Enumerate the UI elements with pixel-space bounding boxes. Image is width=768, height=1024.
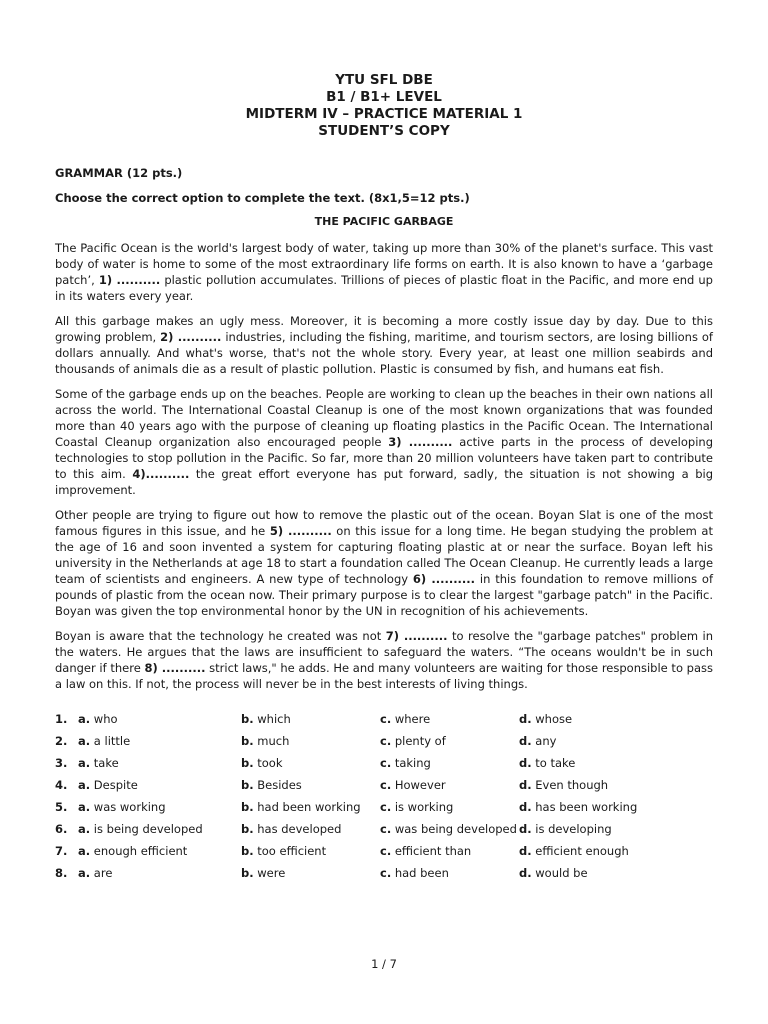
option-text: has been working bbox=[535, 800, 638, 814]
option-text: Even though bbox=[535, 778, 609, 792]
option-c[interactable] bbox=[380, 733, 446, 749]
option-letter: d. bbox=[519, 756, 532, 770]
passage-text: The Pacific Ocean is the world's largest body of water, taking up more than 30% of the planet's surface. This vast body of water is home to some of the most extraordinary life forms on earth. It is also known to have a ‘garbage patch’, bbox=[55, 241, 713, 287]
option-a[interactable] bbox=[78, 755, 119, 771]
option-letter: d. bbox=[519, 712, 532, 726]
passage-text: the great effort everyone has put forward, sadly, the situation is not showing a big improvement. bbox=[55, 467, 713, 497]
option-a[interactable] bbox=[78, 799, 166, 815]
option-letter: b. bbox=[241, 822, 254, 836]
option-text: plenty of bbox=[394, 734, 446, 748]
passage-text: on this issue for a long time. He began studying the problem at the age of 16 and soon invented a system for capturing floating plastic at or near the surface. Boyan left his university in the Netherlands at age 18 to start a foundation called The Ocean Cleanup. He currently leads a large team of scientists and engineers. A new type of technology bbox=[55, 524, 714, 586]
section-title: GRAMMAR (12 pts.) bbox=[55, 166, 183, 180]
passage-paragraph bbox=[55, 507, 713, 619]
option-letter: a. bbox=[78, 866, 91, 880]
option-text: who bbox=[93, 712, 118, 726]
blank-6: 6) .......... bbox=[412, 572, 476, 586]
option-d[interactable] bbox=[519, 777, 608, 793]
option-d[interactable] bbox=[519, 799, 637, 815]
option-text: took bbox=[257, 756, 283, 770]
passage-title: THE PACIFIC GARBAGE bbox=[314, 215, 454, 228]
option-letter: b. bbox=[241, 866, 254, 880]
option-letter: d. bbox=[519, 800, 532, 814]
question-row bbox=[55, 865, 715, 887]
question-number: 6. bbox=[55, 822, 68, 836]
passage-text: in this foundation to remove millions of pounds of plastic from the ocean now. Their primary purpose is to clear the largest "garbage patch" in the Pacific. Boyan was given the top environmental honor by the UN in recognition of his achievements. bbox=[55, 572, 713, 618]
option-text: Despite bbox=[93, 778, 138, 792]
page-number: 1 / 7 bbox=[371, 957, 397, 971]
option-d[interactable] bbox=[519, 865, 588, 881]
question-row bbox=[55, 777, 715, 799]
option-text: was being developed bbox=[394, 822, 517, 836]
question-number: 7. bbox=[55, 844, 68, 858]
header-level: B1 / B1+ LEVEL bbox=[326, 89, 442, 105]
option-b[interactable] bbox=[241, 821, 341, 837]
option-letter: a. bbox=[78, 756, 91, 770]
option-letter: b. bbox=[241, 800, 254, 814]
option-text: had been bbox=[394, 866, 449, 880]
option-b[interactable] bbox=[241, 777, 302, 793]
option-text: whose bbox=[535, 712, 573, 726]
passage-text: strict laws," he adds. He and many volunteers are waiting for those responsible to pass a law on this. If not, the process will never be in the best interests of living things. bbox=[55, 661, 713, 691]
question-number: 3. bbox=[55, 756, 68, 770]
option-letter: d. bbox=[519, 844, 532, 858]
question-row bbox=[55, 733, 715, 755]
reading-passage bbox=[55, 240, 713, 701]
passage-text: Other people are trying to figure out how to remove the plastic out of the ocean. Boyan Slat is one of the most famous figures in this issue, and he bbox=[55, 508, 713, 538]
option-text: take bbox=[93, 756, 119, 770]
passage-text: plastic pollution accumulates. Trillions of pieces of plastic float in the Pacific, and more end up in its waters every year. bbox=[55, 273, 713, 303]
option-letter: c. bbox=[380, 822, 392, 836]
passage-text: industries, including the fishing, maritime, and tourism sectors, are losing billions of dollars annually. And what's worse, that's not the whole story. Every year, at least one million seabirds and thousands of animals die as a result of plastic pollution. Plastic is consumed by fish, and humans eat fish. bbox=[55, 330, 713, 376]
option-b[interactable] bbox=[241, 711, 291, 727]
option-a[interactable] bbox=[78, 733, 130, 749]
option-text: which bbox=[257, 712, 291, 726]
passage-paragraph bbox=[55, 628, 713, 692]
blank-4: 4).......... bbox=[132, 467, 190, 481]
option-d[interactable] bbox=[519, 843, 629, 859]
option-letter: c. bbox=[380, 734, 392, 748]
option-letter: a. bbox=[78, 800, 91, 814]
option-text: where bbox=[394, 712, 431, 726]
option-b[interactable] bbox=[241, 843, 326, 859]
option-a[interactable] bbox=[78, 865, 112, 881]
option-letter: c. bbox=[380, 778, 392, 792]
question-number: 2. bbox=[55, 734, 68, 748]
header-copy-type: STUDENT’S COPY bbox=[318, 123, 450, 139]
option-text: too efficient bbox=[257, 844, 327, 858]
option-c[interactable] bbox=[380, 755, 431, 771]
option-text: had been working bbox=[257, 800, 361, 814]
option-d[interactable] bbox=[519, 821, 612, 837]
option-c[interactable] bbox=[380, 865, 449, 881]
header-exam-title: MIDTERM IV – PRACTICE MATERIAL 1 bbox=[245, 106, 523, 122]
option-letter: a. bbox=[78, 822, 91, 836]
question-number: 1. bbox=[55, 712, 68, 726]
option-d[interactable] bbox=[519, 733, 556, 749]
option-a[interactable] bbox=[78, 843, 187, 859]
option-letter: d. bbox=[519, 822, 532, 836]
option-text: taking bbox=[394, 756, 431, 770]
passage-text: to resolve the "garbage patches" problem in the waters. He argues that the laws are insufficient to safeguard the waters. “The oceans wouldn't be in such danger if there bbox=[55, 629, 714, 675]
question-row bbox=[55, 799, 715, 821]
question-row bbox=[55, 711, 715, 733]
option-text: are bbox=[93, 866, 113, 880]
passage-paragraph bbox=[55, 240, 713, 304]
option-c[interactable] bbox=[380, 843, 471, 859]
option-text: efficient than bbox=[394, 844, 472, 858]
question-number: 4. bbox=[55, 778, 68, 792]
answer-options bbox=[55, 711, 715, 887]
option-letter: b. bbox=[241, 778, 254, 792]
option-text: has developed bbox=[257, 822, 342, 836]
option-d[interactable] bbox=[519, 755, 575, 771]
option-letter: c. bbox=[380, 800, 392, 814]
passage-text: Some of the garbage ends up on the beaches. People are working to clean up the beaches in their own nations all across the world. The International Coastal Cleanup is one of the most known organizations that was founded more than 40 years ago with the purpose of cleaning up floating plastics in the Pacific Ocean. The International Coastal Cleanup organization also encouraged people bbox=[55, 387, 713, 449]
option-a[interactable] bbox=[78, 777, 138, 793]
option-text: any bbox=[535, 734, 557, 748]
option-letter: a. bbox=[78, 734, 91, 748]
passage-text: Boyan is aware that the technology he created was not bbox=[55, 629, 386, 643]
blank-1: 1) .......... bbox=[98, 273, 161, 287]
option-text: a little bbox=[93, 734, 131, 748]
option-letter: c. bbox=[380, 844, 392, 858]
option-b[interactable] bbox=[241, 755, 283, 771]
question-row bbox=[55, 755, 715, 777]
option-letter: b. bbox=[241, 712, 254, 726]
option-letter: c. bbox=[380, 712, 392, 726]
passage-text: active parts in the process of developing technologies to stop pollution in the Pacific. So far, more than 20 million volunteers have taken part to contribute to this aim. bbox=[55, 435, 714, 481]
option-text: was working bbox=[93, 800, 166, 814]
option-letter: b. bbox=[241, 756, 254, 770]
option-letter: a. bbox=[78, 712, 91, 726]
option-d[interactable] bbox=[519, 711, 572, 727]
option-letter: c. bbox=[380, 756, 392, 770]
option-text: is being developed bbox=[93, 822, 203, 836]
option-letter: d. bbox=[519, 734, 532, 748]
question-row bbox=[55, 821, 715, 843]
option-letter: b. bbox=[241, 734, 254, 748]
option-letter: a. bbox=[78, 778, 91, 792]
option-text: to take bbox=[535, 756, 576, 770]
option-c[interactable] bbox=[380, 799, 453, 815]
question-number: 8. bbox=[55, 866, 68, 880]
question-number: 5. bbox=[55, 800, 68, 814]
option-letter: c. bbox=[380, 866, 392, 880]
option-b[interactable] bbox=[241, 799, 361, 815]
option-letter: d. bbox=[519, 778, 532, 792]
option-a[interactable] bbox=[78, 711, 118, 727]
option-text: Besides bbox=[257, 778, 302, 792]
header-institution: YTU SFL DBE bbox=[335, 72, 433, 88]
blank-8: 8) .......... bbox=[144, 661, 206, 675]
option-c[interactable] bbox=[380, 711, 430, 727]
option-text: much bbox=[257, 734, 290, 748]
question-row bbox=[55, 843, 715, 865]
passage-paragraph bbox=[55, 313, 713, 377]
option-text: However bbox=[394, 778, 446, 792]
option-text: were bbox=[257, 866, 286, 880]
option-letter: a. bbox=[78, 844, 91, 858]
passage-text: All this garbage makes an ugly mess. Moreover, it is becoming a more costly issue day by day. Due to this growing problem, bbox=[55, 314, 713, 344]
section-instruction: Choose the correct option to complete the text. (8x1,5=12 pts.) bbox=[55, 191, 470, 205]
passage-paragraph bbox=[55, 386, 713, 498]
blank-2: 2) .......... bbox=[160, 330, 222, 344]
blank-7: 7) .......... bbox=[385, 629, 448, 643]
option-text: efficient enough bbox=[535, 844, 629, 858]
document-header bbox=[0, 72, 768, 140]
option-b[interactable] bbox=[241, 865, 285, 881]
option-c[interactable] bbox=[380, 777, 446, 793]
blank-5: 5) .......... bbox=[269, 524, 332, 538]
option-text: is developing bbox=[535, 822, 612, 836]
option-letter: d. bbox=[519, 866, 532, 880]
option-letter: b. bbox=[241, 844, 254, 858]
option-text: is working bbox=[394, 800, 454, 814]
option-a[interactable] bbox=[78, 821, 203, 837]
option-text: would be bbox=[535, 866, 588, 880]
option-c[interactable] bbox=[380, 821, 517, 837]
option-b[interactable] bbox=[241, 733, 289, 749]
option-text: enough efficient bbox=[93, 844, 188, 858]
blank-3: 3) .......... bbox=[388, 435, 453, 449]
